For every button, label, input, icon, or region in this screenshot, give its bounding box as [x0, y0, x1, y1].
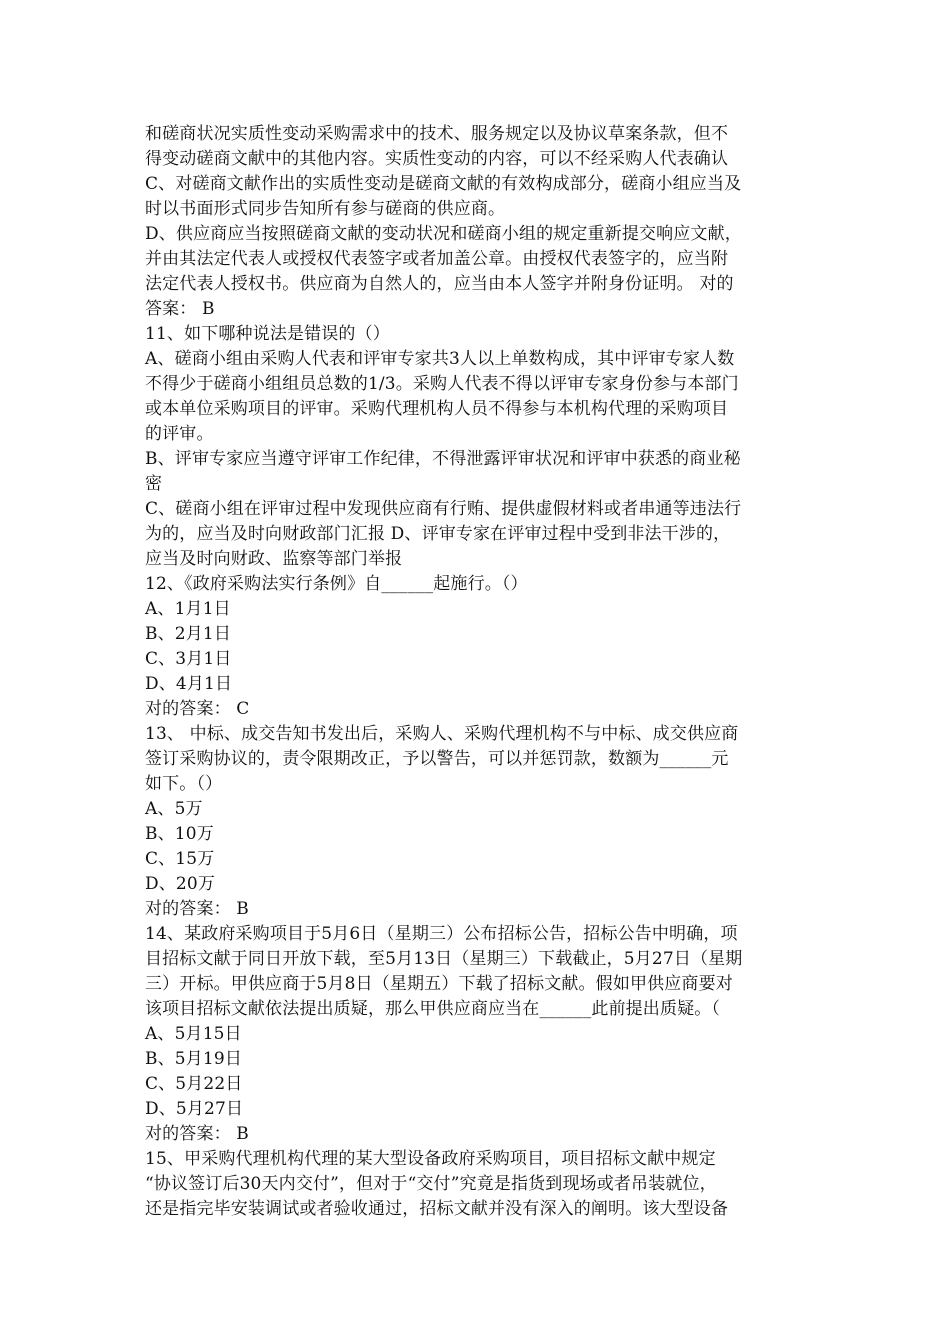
option-line: C、5月22日 [145, 1074, 243, 1094]
option-line: D、5月27日 [145, 1099, 244, 1119]
question-14: 14、某政府采购项目于5月6日（星期三）公布招标公告，招标公告中明确，项 [145, 924, 738, 944]
text-line: 还是指完毕安装调试或者验收通过，招标文献并没有深入的阐明。该大型设备 [145, 1199, 729, 1219]
text-line: 时以书面形式同步告知所有参与磋商的供应商。 [145, 199, 506, 219]
text-line: 如下。（） [145, 774, 223, 794]
option-line: D、20万 [145, 874, 216, 894]
text-line: 或本单位采购项目的评审。采购代理机构人员不得参与本机构代理的采购项目 [145, 399, 729, 419]
answer-line: 答案： B [145, 299, 215, 319]
text-line: 的评审。 [145, 424, 214, 444]
text-line: 三）开标。甲供应商于5月8日（星期五）下载了招标文献。假如甲供应商要对 [145, 974, 733, 994]
text-line: 得变动磋商文献中的其他内容。实质性变动的内容，可以不经采购人代表确认 [145, 149, 729, 169]
document-body [145, 122, 815, 1222]
option-line: B、5月19日 [145, 1049, 242, 1069]
text-line: 应当及时向财政、监察等部门举报 [145, 549, 403, 569]
question-11: 11、如下哪种说法是错误的（） [145, 324, 390, 344]
text-line: 目招标文献于同日开放下载，至5月13日（星期三）下载截止，5月27日（星期 [145, 949, 743, 969]
answer-line: 对的答案： C [145, 699, 250, 719]
option-line: C、3月1日 [145, 649, 232, 669]
option-line: A、1月1日 [145, 599, 231, 619]
option-line: B、10万 [145, 824, 214, 844]
text-line: 该项目招标文献依法提出质疑，那么甲供应商应当在______此前提出质疑。（ [145, 999, 721, 1019]
text-line: 密 [145, 474, 163, 494]
answer-line: 对的答案： B [145, 899, 249, 919]
text-line: D、供应商应当按照磋商文献的变动状况和磋商小组的规定重新提交响应文献， [145, 224, 742, 244]
text-line: B、评审专家应当遵守评审工作纪律，不得泄露评审状况和评审中获悉的商业秘 [145, 449, 741, 469]
text-line: C、对磋商文献作出的实质性变动是磋商文献的有效构成部分，磋商小组应当及 [145, 174, 742, 194]
question-12: 12、《政府采购法实行条例》自______起施行。（） [145, 574, 528, 594]
question-15: 15、甲采购代理机构代理的某大型设备政府采购项目，项目招标文献中规定 [145, 1149, 716, 1169]
question-13: 13、 中标、成交告知书发出后，采购人、采购代理机构不与中标、成交供应商 [145, 724, 739, 744]
text-line: A、磋商小组由采购人代表和评审专家共3人以上单数构成，其中评审专家人数 [145, 349, 735, 369]
text-line: 签订采购协议的，责令限期改正，予以警告，可以并惩罚款，数额为______元 [145, 749, 729, 769]
text-line: 为的，应当及时向财政部门汇报 D、评审专家在评审过程中受到非法干涉的， [145, 524, 731, 544]
option-line: A、5万 [145, 799, 203, 819]
text-line: 法定代表人授权书。供应商为自然人的，应当由本人签字并附身份证明。 对的 [145, 274, 734, 294]
text-line: C、磋商小组在评审过程中发现供应商有行贿、提供虚假材料或者串通等违法行 [145, 499, 742, 519]
option-line: B、2月1日 [145, 624, 232, 644]
answer-line: 对的答案： B [145, 1124, 249, 1144]
text-line: 和磋商状况实质性变动采购需求中的技术、服务规定以及协议草案条款，但不 [145, 124, 729, 144]
text-line: 不得少于磋商小组组员总数的1/3。采购人代表不得以评审专家身份参与本部门 [145, 374, 739, 394]
option-line: A、5月15日 [145, 1024, 242, 1044]
text-line: 并由其法定代表人或授权代表签字或者加盖公章。由授权代表签字的，应当附 [145, 249, 729, 269]
option-line: D、4月1日 [145, 674, 233, 694]
text-line: “协议签订后30天内交付”，但对于“交付”究竟是指货到现场或者吊装就位， [145, 1174, 717, 1194]
option-line: C、15万 [145, 849, 215, 869]
